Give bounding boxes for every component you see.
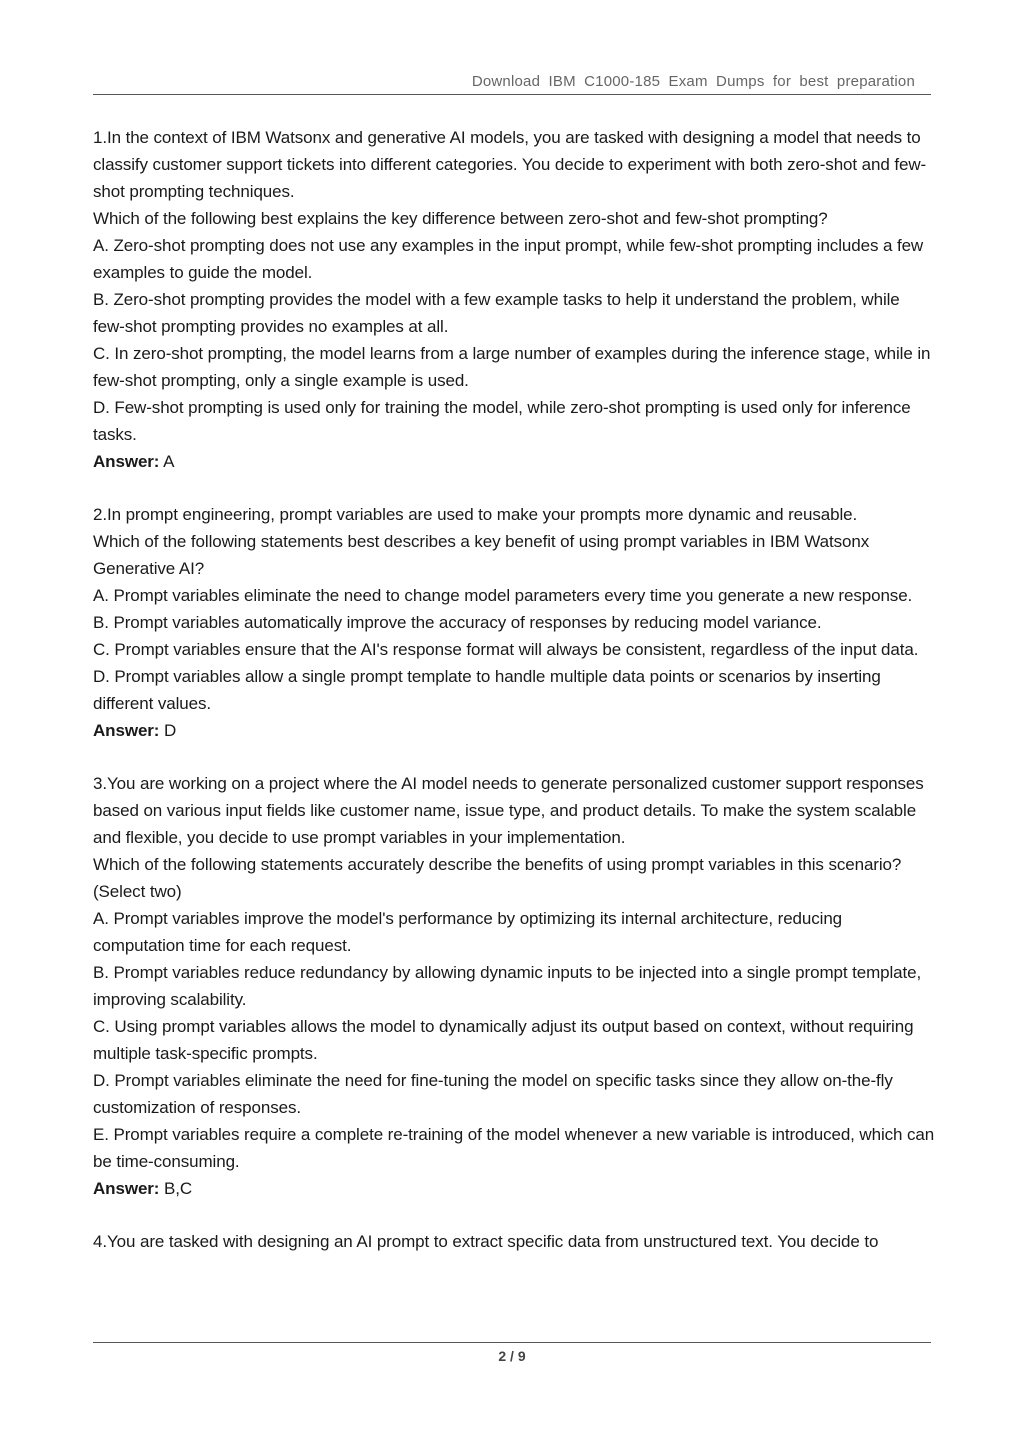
question-prompt: Which of the following statements accurately describe the benefits of using prompt variables in this scenario? (Select two) bbox=[93, 855, 902, 901]
question-4 bbox=[93, 1228, 935, 1255]
answer-label: Answer: bbox=[93, 721, 160, 740]
option-b: B. Prompt variables reduce redundancy by allowing dynamic inputs to be injected into a single prompt template, improving scalability. bbox=[93, 963, 922, 1009]
answer-line bbox=[93, 1175, 935, 1202]
option-d: D. Prompt variables eliminate the need for fine-tuning the model on specific tasks since they allow on-the-fly customization of responses. bbox=[93, 1071, 893, 1117]
page-footer bbox=[93, 1342, 931, 1364]
page-header bbox=[93, 72, 931, 95]
answer-line bbox=[93, 448, 935, 475]
answer-line bbox=[93, 717, 935, 744]
question-prompt: Which of the following best explains the key difference between zero-shot and few-shot prompting? bbox=[93, 209, 828, 228]
document-content bbox=[93, 124, 935, 1281]
answer-label: Answer: bbox=[93, 1179, 160, 1198]
question-3 bbox=[93, 770, 935, 1202]
option-b: B. Zero-shot prompting provides the model with a few example tasks to help it understand the problem, while few-shot prompting provides no examples at all. bbox=[93, 290, 900, 336]
header-text: Download IBM C1000-185 Exam Dumps for best preparation bbox=[471, 73, 915, 90]
question-2 bbox=[93, 501, 935, 744]
question-stem: 2.In prompt engineering, prompt variables are used to make your prompts more dynamic and reusable. bbox=[93, 505, 858, 524]
option-c: C. In zero-shot prompting, the model learns from a large number of examples during the inference stage, while in few-shot prompting, only a single example is used. bbox=[93, 344, 931, 390]
option-a: A. Zero-shot prompting does not use any examples in the input prompt, while few-shot prompting includes a few examples to guide the model. bbox=[93, 236, 924, 282]
answer-label: Answer: bbox=[93, 452, 160, 471]
answer-value: D bbox=[164, 721, 177, 740]
answer-value: B,C bbox=[164, 1179, 193, 1198]
option-d: D. Few-shot prompting is used only for training the model, while zero-shot prompting is used only for inference tasks. bbox=[93, 398, 911, 444]
option-c: C. Using prompt variables allows the model to dynamically adjust its output based on context, without requiring multiple task-specific prompts. bbox=[93, 1017, 914, 1063]
option-a: A. Prompt variables eliminate the need to change model parameters every time you generate a new response. bbox=[93, 586, 913, 605]
page-number: 2 / 9 bbox=[498, 1348, 526, 1364]
option-c: C. Prompt variables ensure that the AI's response format will always be consistent, regardless of the input data. bbox=[93, 640, 919, 659]
option-d: D. Prompt variables allow a single prompt template to handle multiple data points or scenarios by inserting different values. bbox=[93, 667, 881, 713]
option-a: A. Prompt variables improve the model's performance by optimizing its internal architecture, reducing computation time for each request. bbox=[93, 909, 843, 955]
question-prompt: Which of the following statements best describes a key benefit of using prompt variables in IBM Watsonx Generative AI? bbox=[93, 532, 870, 578]
question-1 bbox=[93, 124, 935, 475]
question-stem: 1.In the context of IBM Watsonx and generative AI models, you are tasked with designing a model that needs to classify customer support tickets into different categories. You decide to experiment with both zero-shot and few-shot prompting techniques. bbox=[93, 128, 927, 201]
answer-value: A bbox=[163, 452, 175, 471]
option-e: E. Prompt variables require a complete re-training of the model whenever a new variable is introduced, which can be time-consuming. bbox=[93, 1125, 935, 1171]
question-stem: 3.You are working on a project where the AI model needs to generate personalized customer support responses based on various input fields like customer name, issue type, and product details. To make the system scalable and flexible, you decide to use prompt variables in your implementation. bbox=[93, 774, 924, 847]
option-b: B. Prompt variables automatically improve the accuracy of responses by reducing model variance. bbox=[93, 613, 822, 632]
question-stem: 4.You are tasked with designing an AI prompt to extract specific data from unstructured text. You decide to bbox=[93, 1232, 879, 1251]
